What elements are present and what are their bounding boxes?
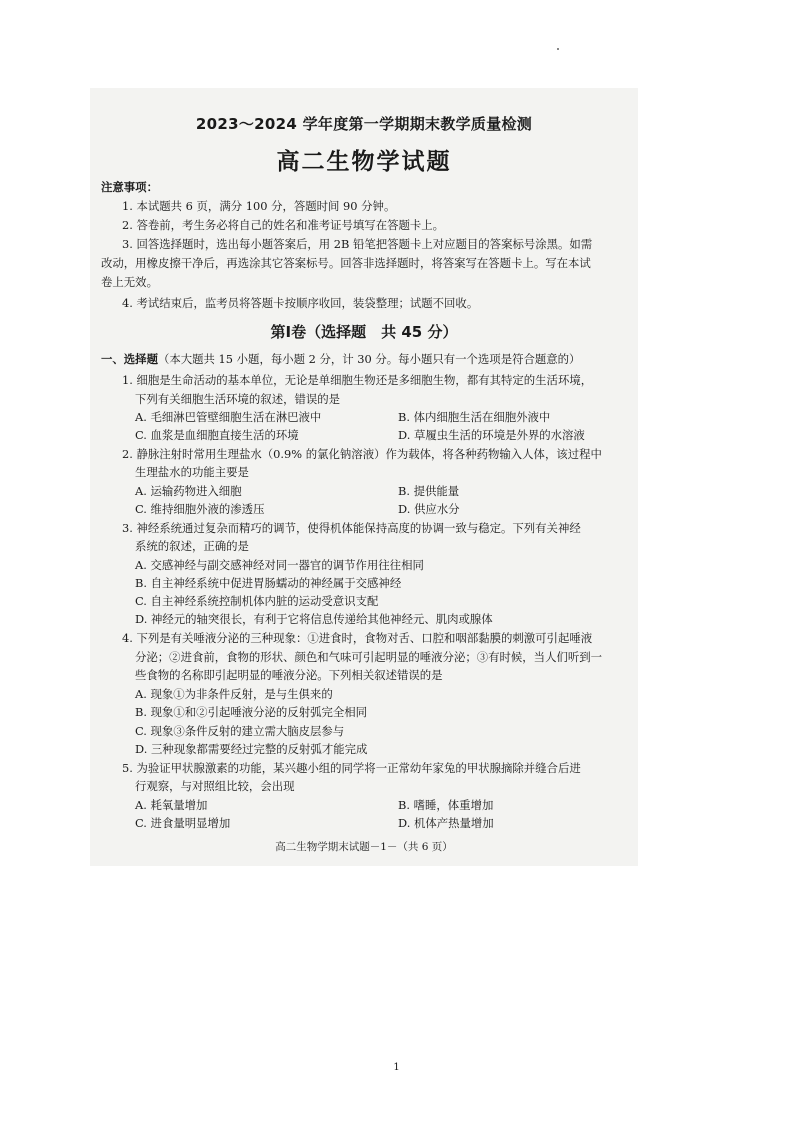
section-title: 第Ⅰ卷（选择题 共 45 分） [270,323,458,341]
question-stem: 行观察，与对照组比较，会出现 [135,779,295,793]
option-d: D. 供应水分 [398,502,460,516]
page-number: 1 [393,1062,400,1073]
option-b: B. 提供能量 [398,484,460,498]
question-stem: 分泌；②进食前，食物的形状、颜色和气味可引起明显的唾液分泌；③有时候，当人们听到一 [135,650,603,664]
question-stem: 2. 静脉注射时常用生理盐水（0.9% 的氯化钠溶液）作为载体，将各种药物输入人体，该过程中 [122,447,602,461]
question-stem: 些食物的名称即引起明显的唾液分泌。下列相关叙述错误的是 [135,668,443,682]
option-c: C. 维持细胞外液的渗透压 [135,502,265,516]
option-d: D. 三种现象都需要经过完整的反射弧才能完成 [135,742,368,756]
notice-item: 2. 答卷前，考生务必将自己的姓名和准考证号填写在答题卡上。 [122,218,445,232]
option-a: A. 毛细淋巴管壁细胞生活在淋巴液中 [135,410,322,424]
option-c: C. 血浆是血细胞直接生活的环境 [135,428,299,442]
notice-item: 改动，用橡皮擦干净后，再选涂其它答案标号。回答非选择题时，将答案写在答题卡上。写在本试 [101,256,591,270]
notice-item: 1. 本试题共 6 页，满分 100 分，答题时间 90 分钟。 [122,199,396,213]
option-b: B. 体内细胞生活在细胞外液中 [398,410,551,424]
option-d: D. 机体产热量增加 [398,816,494,830]
question-stem: 1. 细胞是生命活动的基本单位，无论是单细胞生物还是多细胞生物，都有其特定的生活环境， [122,373,593,387]
notice-item: 4. 考试结束后，监考员将答题卡按顺序收回，装袋整理；试题不回收。 [122,296,479,310]
section-heading-desc: （本大题共 15 小题，每小题 2 分，计 30 分。每小题只有一个选项是符合题意的） [157,352,581,366]
section-heading [101,352,580,366]
option-d: D. 草履虫生活的环境是外界的水溶液 [398,428,585,442]
notice-heading: 注意事项： [101,180,158,194]
option-d: D. 神经元的轴突很长，有利于它将信息传递给其他神经元、肌肉或腺体 [135,612,493,626]
option-a: A. 耗氧量增加 [135,798,208,812]
option-a: A. 交感神经与副交感神经对同一器官的调节作用往往相同 [135,558,424,572]
notice-item: 卷上无效。 [101,275,158,289]
section-heading-label: 一、选择题 [101,352,158,366]
option-b: B. 嗜睡，体重增加 [398,798,494,812]
option-b: B. 自主神经系统中促进胃肠蠕动的神经属于交感神经 [135,576,402,590]
question-stem: 生理盐水的功能主要是 [135,465,249,479]
option-a: A. 现象①为非条件反射，是与生俱来的 [135,687,333,701]
option-c: C. 自主神经系统控制机体内脏的运动受意识支配 [135,594,379,608]
question-stem: 系统的叙述，正确的是 [135,539,249,553]
question-stem: 3. 神经系统通过复杂而精巧的调节，使得机体能保持高度的协调一致与稳定。下列有关神经 [122,521,581,535]
option-c: C. 现象③条件反射的建立需大脑皮层参与 [135,724,345,738]
notice-item: 3. 回答选择题时，选出每小题答案后，用 2B 铅笔把答题卡上对应题目的答案标号涂黑。如需 [122,237,593,251]
exam-title: 2023～2024 学年度第一学期期末教学质量检测 [195,115,533,133]
question-stem: 5. 为验证甲状腺激素的功能，某兴趣小组的同学将一正常幼年家兔的甲状腺摘除并缝合后进 [122,761,581,775]
scan-speck [557,48,559,50]
question-stem: 4. 下列是有关唾液分泌的三种现象：①进食时，食物对舌、口腔和咽部黏膜的刺激可引起唾液 [122,631,593,645]
subject-title: 高二生物学试题 [276,149,452,175]
page-footer: 高二生物学期末试题－1－（共 6 页） [275,841,453,853]
question-stem: 下列有关细胞生活环境的叙述，错误的是 [135,392,341,406]
option-a: A. 运输药物进入细胞 [135,484,242,498]
option-c: C. 进食量明显增加 [135,816,231,830]
option-b: B. 现象①和②引起唾液分泌的反射弧完全相同 [135,705,368,719]
